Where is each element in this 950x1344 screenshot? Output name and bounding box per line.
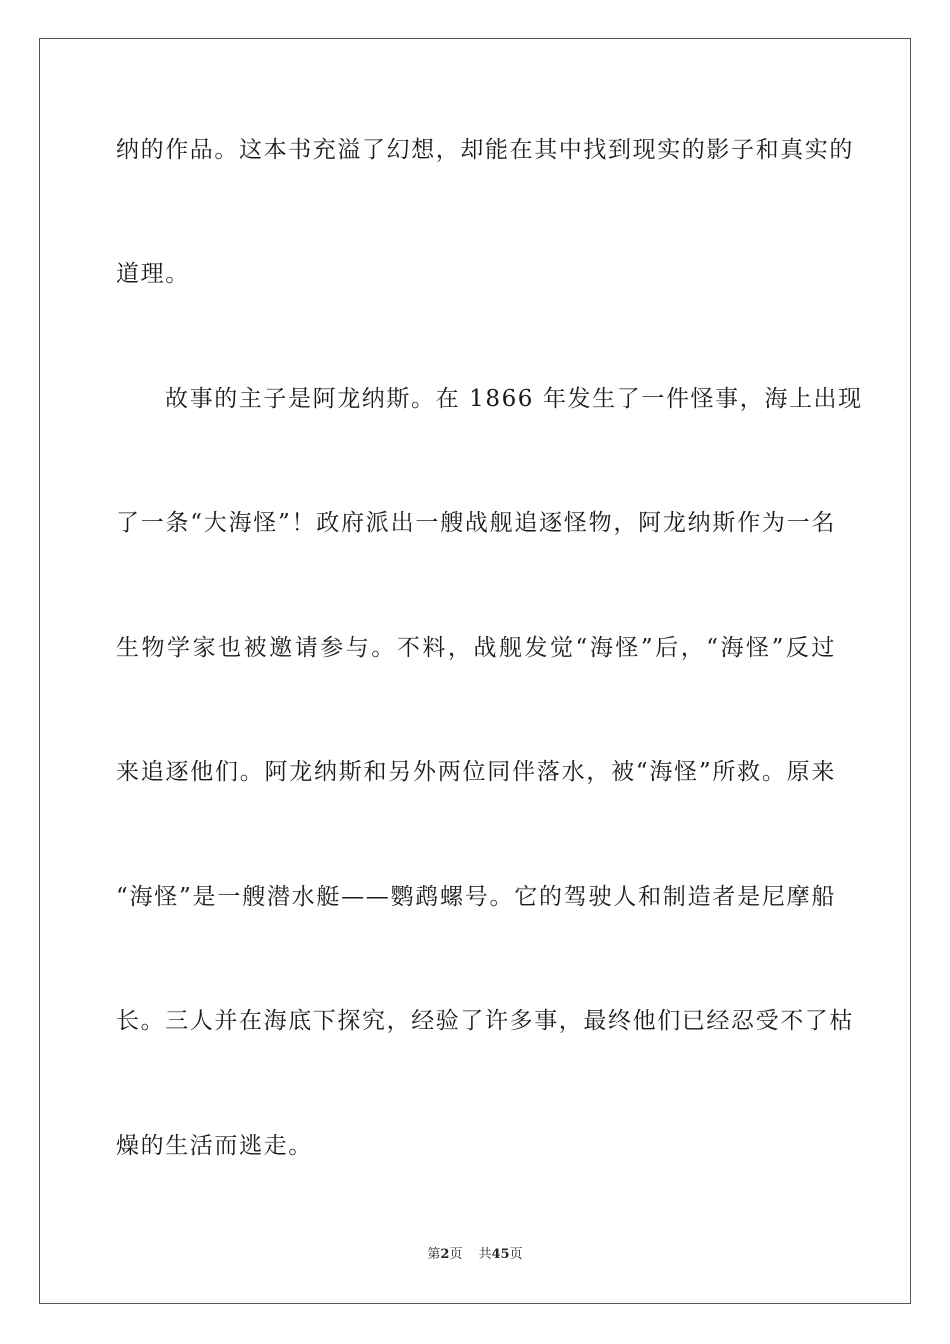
- footer-total-prefix: 共: [478, 1247, 492, 1262]
- text-line-2: 道理。: [116, 261, 190, 287]
- text-line-5: 生物学家也被邀请参与。不料，战舰发觉“海怪”后，“海怪”反过: [116, 635, 836, 661]
- text-line-7: “海怪”是一艘潜水艇——鹦鹉螺号。它的驾驶人和制造者是尼摩船: [116, 884, 836, 910]
- text-line-1: 纳的作品。这本书充溢了幻想，却能在其中找到现实的影子和真实的: [116, 137, 854, 163]
- footer-page-suffix: 页: [449, 1247, 463, 1262]
- text-line-9: 燥的生活而逃走。: [116, 1133, 313, 1159]
- footer-page-number: 2: [440, 1247, 450, 1262]
- text-line-4: 了一条“大海怪”！政府派出一艘战舰追逐怪物，阿龙纳斯作为一名: [116, 510, 836, 536]
- text-line-8: 长。三人并在海底下探究，经验了许多事，最终他们已经忍受不了枯: [116, 1008, 854, 1034]
- text-line-3: 故事的主子是阿龙纳斯。在 1866 年发生了一件怪事，海上出现: [165, 386, 863, 412]
- page-footer: [0, 1246, 950, 1264]
- footer-total-suffix: 页: [509, 1247, 523, 1262]
- footer-total-pages: 45: [491, 1247, 510, 1262]
- footer-page-prefix: 第: [427, 1247, 441, 1262]
- page-border: [39, 38, 911, 1304]
- text-line-6: 来追逐他们。阿龙纳斯和另外两位同伴落水，被“海怪”所救。原来: [116, 759, 836, 785]
